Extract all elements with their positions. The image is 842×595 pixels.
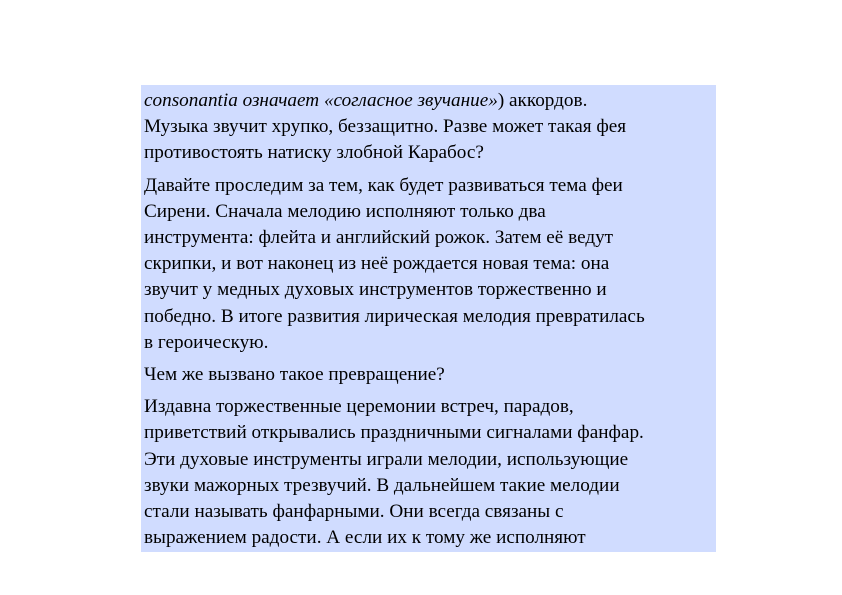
paragraph-3 — [144, 362, 714, 388]
paragraph-2 — [144, 173, 714, 356]
text-line-rest: ) аккордов. — [497, 90, 588, 111]
text-line: звуки мажорных трезвучий. В дальнейшем такие мелодии — [144, 474, 620, 496]
text-line — [144, 88, 714, 114]
text-line: противостоять натиску злобной Карабос? — [144, 142, 484, 164]
text-line: инструмента: флейта и английский рожок. Затем её ведут — [144, 227, 614, 249]
text-line: звучит у медных духовых инструментов торжественно и — [144, 279, 607, 301]
text-line: Давайте проследим за тем, как будет развиваться тема феи — [144, 174, 623, 196]
text-line: приветствий открывались праздничными сигналами фанфар. — [144, 422, 644, 444]
paragraph-1 — [144, 88, 714, 167]
text-line: Музыка звучит хрупко, беззащитно. Разве может такая фея — [144, 116, 627, 138]
text-line: победно. В итоге развития лирическая мелодия превратилась — [144, 305, 645, 327]
text-line: выражением радости. А если их к тому же исполняют — [144, 527, 586, 549]
text-line: в героическую. — [144, 331, 269, 353]
text-line: Эти духовые инструменты играли мелодии, использующие — [144, 448, 629, 470]
text-line: Сирени. Сначала мелодию исполняют только два — [144, 200, 546, 222]
paragraph-4 — [144, 394, 714, 551]
text-line: Чем же вызвано такое превращение? — [144, 364, 445, 386]
italic-term: consonantia означает «согласное звучание» — [144, 90, 498, 111]
text-line: Издавна торжественные церемонии встреч, парадов, — [144, 396, 574, 418]
text-line: скрипки, и вот наконец из неё рождается новая тема: она — [144, 253, 610, 275]
text-line: стали называть фанфарными. Они всегда связаны с — [144, 501, 564, 523]
text-block — [141, 85, 716, 552]
